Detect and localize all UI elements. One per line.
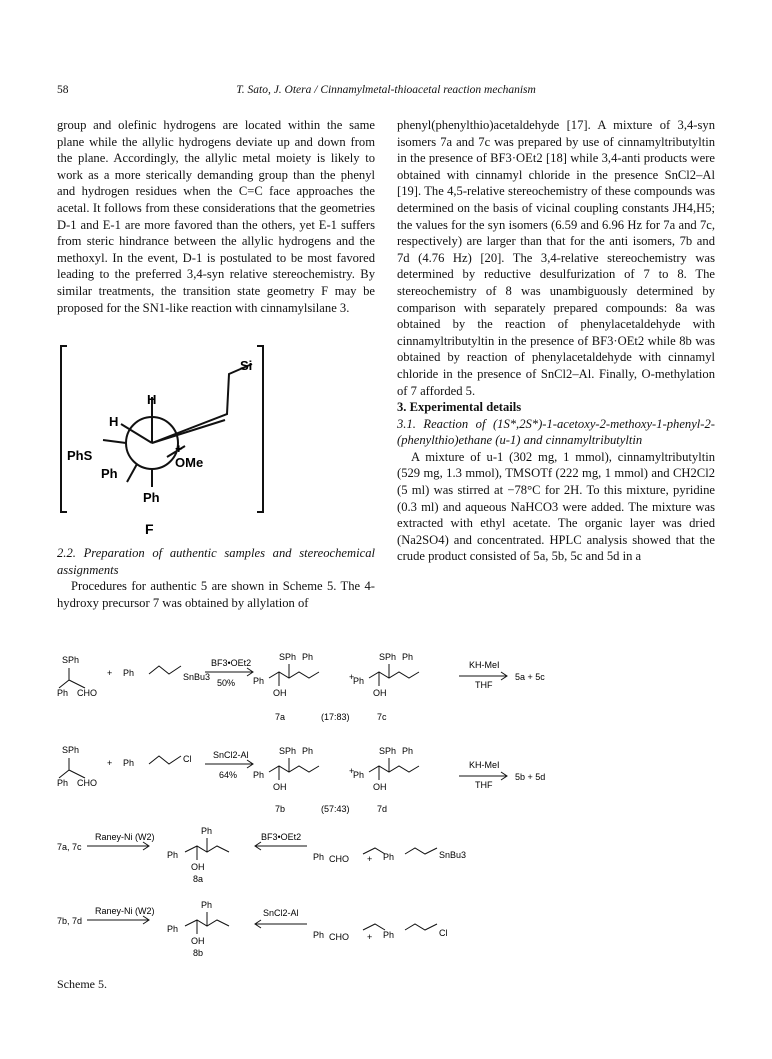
r3-start: 7a, 7c	[57, 842, 82, 852]
r3-cho: CHO	[329, 854, 349, 864]
r3-ph-top: Ph	[201, 826, 213, 836]
r3-oh: OH	[191, 862, 205, 872]
r2-p2-oh: OH	[373, 782, 387, 792]
r1-p1-ph: Ph	[302, 652, 314, 662]
r1-p2-ph: Ph	[402, 652, 414, 662]
r2-reagent: SnCl2-Al	[213, 750, 249, 760]
section-3-heading: 3. Experimental details	[397, 400, 522, 415]
r4-oh: OH	[191, 936, 205, 946]
r2-sph: SPh	[62, 745, 80, 755]
r1-p1-ph2: Ph	[253, 676, 265, 686]
ph-bottom-label: Ph	[143, 490, 160, 505]
r1-ph2: Ph	[123, 668, 135, 678]
plus-label: +	[175, 441, 183, 456]
right-paragraph-2: A mixture of u-1 (302 mg, 1 mmol), cinnamyltributyltin (529 mg, 1.3 mmol), TMSOTf (222 mg, 1 mmol) and CH2Cl2 (5 ml) was stirred at −78°C for 2H. To this mixture, pyridine (0.3 ml) and aqueous NaHCO3 were added. The mixture was extracted with ethyl acetate. The organic layer was dried (Na2SO4) and concentrated. HPLC analysis showed that the crude product consisted of 5a, 5b, 5c and 5d in a	[397, 449, 715, 564]
left-column-lower	[57, 545, 375, 611]
r1-ratio: (17:83)	[321, 712, 350, 722]
h-left-label: H	[109, 414, 119, 429]
page-number: 58	[57, 84, 69, 96]
r1-yield: 50%	[217, 678, 236, 688]
r1-cho: CHO	[77, 688, 97, 698]
r4-product: 8b	[193, 948, 204, 958]
r2-ph: Ph	[57, 778, 69, 788]
r3-snbu3: SnBu3	[439, 850, 467, 860]
r2-next-solvent: THF	[475, 780, 493, 790]
r1-snbu3: SnBu3	[183, 672, 211, 682]
scheme-5-drawing	[57, 650, 717, 970]
r2-plus2: +	[349, 766, 355, 776]
phs-label: PhS	[67, 448, 93, 463]
r4-ph3: Ph	[383, 930, 395, 940]
r2-cl: Cl	[183, 754, 192, 764]
r2-p2-ph2: Ph	[353, 770, 365, 780]
r4-reagent: Raney-Ni (W2)	[95, 906, 155, 916]
r2-p1-ph: Ph	[302, 746, 314, 756]
r1-plus2: +	[349, 672, 355, 682]
page-header	[57, 84, 715, 100]
r4-cl: Cl	[439, 928, 448, 938]
r2-next-reagent: KH-MeI	[469, 760, 500, 770]
r1-p1-sph: SPh	[279, 652, 297, 662]
running-title: T. Sato, J. Otera / Cinnamylmetal-thioacetal reaction mechanism	[236, 84, 536, 96]
r2-p2-sph: SPh	[379, 746, 397, 756]
r4-ph-top: Ph	[201, 900, 213, 910]
r2-p2-label: 7d	[377, 804, 388, 814]
r3-ph3: Ph	[383, 852, 395, 862]
r4-back-reagent: SnCl2-Al	[263, 908, 299, 918]
r3-ph2: Ph	[313, 852, 325, 862]
r2-p2-ph: Ph	[402, 746, 414, 756]
r1-p2-label: 7c	[377, 712, 387, 722]
r1-p2-oh: OH	[373, 688, 387, 698]
right-paragraph-1: phenyl(phenylthio)acetaldehyde [17]. A mixture of 3,4-syn isomers 7a and 7c was prepared by use of cinnamyltributyltin in the presence of BF3·OEt2 [18] while 3,4-anti products were obtained with cinnamyl chloride in the presence SnCl2–Al [19]. The 4,5-relative stereochemistry of these compounds was determined on the basis of vicinal coupling constants JH4,H5; the values for the syn isomers (6.59 and 6.96 Hz for 7a and 7c, respectively) are larger than that for the anti isomers, 7b and 7d (4.76 Hz) [20]. The 3,4-relative stereochemistry was determined by reductive desulfurization of 7 to 8. The stereochemistry of 8 was unambiguously determined by comparison with separately prepared compounds: 8a was obtained by the reaction of phenylacetaldehyde with cinnamyltributyltin in the presence of BF3·OEt2 while 8b was obtained by reaction of phenylacetaldehyde with cinnamyl chloride in the presence of SnCl2–Al. Finally, O-methylation of 7 afforded 5.	[397, 118, 715, 398]
r3-ph: Ph	[167, 850, 179, 860]
ph-left-label: Ph	[101, 466, 118, 481]
right-column	[397, 117, 715, 565]
r2-p1-ph2: Ph	[253, 770, 265, 780]
r3-reagent: Raney-Ni (W2)	[95, 832, 155, 842]
ome-label: OMe	[175, 455, 204, 470]
r2-ratio: (57:43)	[321, 804, 350, 814]
figure-F	[57, 342, 375, 538]
r2-p1-sph: SPh	[279, 746, 297, 756]
r2-p1-oh: OH	[273, 782, 287, 792]
r2-yield: 64%	[219, 770, 238, 780]
r4-plus: +	[367, 932, 373, 942]
left-paragraph-2: Procedures for authentic 5 are shown in Scheme 5. The 4-hydroxy precursor 7 was obtained by allylation of	[57, 579, 375, 610]
section-2-2-heading: 2.2. Preparation of authentic samples and stereochemical assignments	[57, 546, 375, 577]
r2-plus: +	[107, 758, 113, 768]
r1-reagent: BF3•OEt2	[211, 658, 252, 668]
left-paragraph-1: group and olefinic hydrogens are located within the same plane while the allylic hydrogens deviate up and down from the plane. Accordingly, the allylic metal moiety is likely to work as a more sterically demanding group than the phenyl and hydrogen residues when the C=C face approaches the acetal. It follows from these considerations that the geometries D-1 and E-1 are more favored than the others, yet E-1 suffers from steric hindrance between the allylic hydrogens and the methoxyl. In the event, D-1 is postulated to be most favored leading to the preferred 3,4-syn relative stereochemistry. By similar treatments, the transition state geometry F may be proposed for the SN1-like reaction with cinnamylsilane 3.	[57, 118, 375, 315]
r2-out: 5b + 5d	[515, 772, 546, 782]
r1-p1-label: 7a	[275, 712, 286, 722]
figure-label: F	[145, 521, 154, 537]
scheme-5	[57, 650, 717, 970]
left-column	[57, 117, 375, 316]
r4-cho: CHO	[329, 932, 349, 942]
r4-ph: Ph	[167, 924, 179, 934]
r1-ph: Ph	[57, 688, 69, 698]
r1-next-solvent: THF	[475, 680, 493, 690]
r4-ph2: Ph	[313, 930, 325, 940]
r1-p2-sph: SPh	[379, 652, 397, 662]
r1-p1-oh: OH	[273, 688, 287, 698]
r3-plus: +	[367, 854, 373, 864]
transition-state-F-drawing	[57, 342, 375, 538]
h-top-label: H	[147, 392, 157, 407]
r1-next-reagent: KH-MeI	[469, 660, 500, 670]
r1-plus: +	[107, 668, 113, 678]
r3-back-reagent: BF3•OEt2	[261, 832, 302, 842]
si-label: Si	[240, 358, 253, 373]
r2-ph2: Ph	[123, 758, 135, 768]
r1-sph: SPh	[62, 655, 80, 665]
scheme-caption: Scheme 5.	[57, 977, 107, 991]
r2-cho: CHO	[77, 778, 97, 788]
r1-out: 5a + 5c	[515, 672, 545, 682]
r4-start: 7b, 7d	[57, 916, 83, 926]
r2-p1-label: 7b	[275, 804, 286, 814]
r1-p2-ph2: Ph	[353, 676, 365, 686]
section-3-1-heading: 3.1. Reaction of (1S*,2S*)-1-acetoxy-2-methoxy-1-phenyl-2-(phenylthio)ethane (u-1) and cinnamyltributyltin	[397, 416, 715, 448]
r3-product: 8a	[193, 874, 204, 884]
